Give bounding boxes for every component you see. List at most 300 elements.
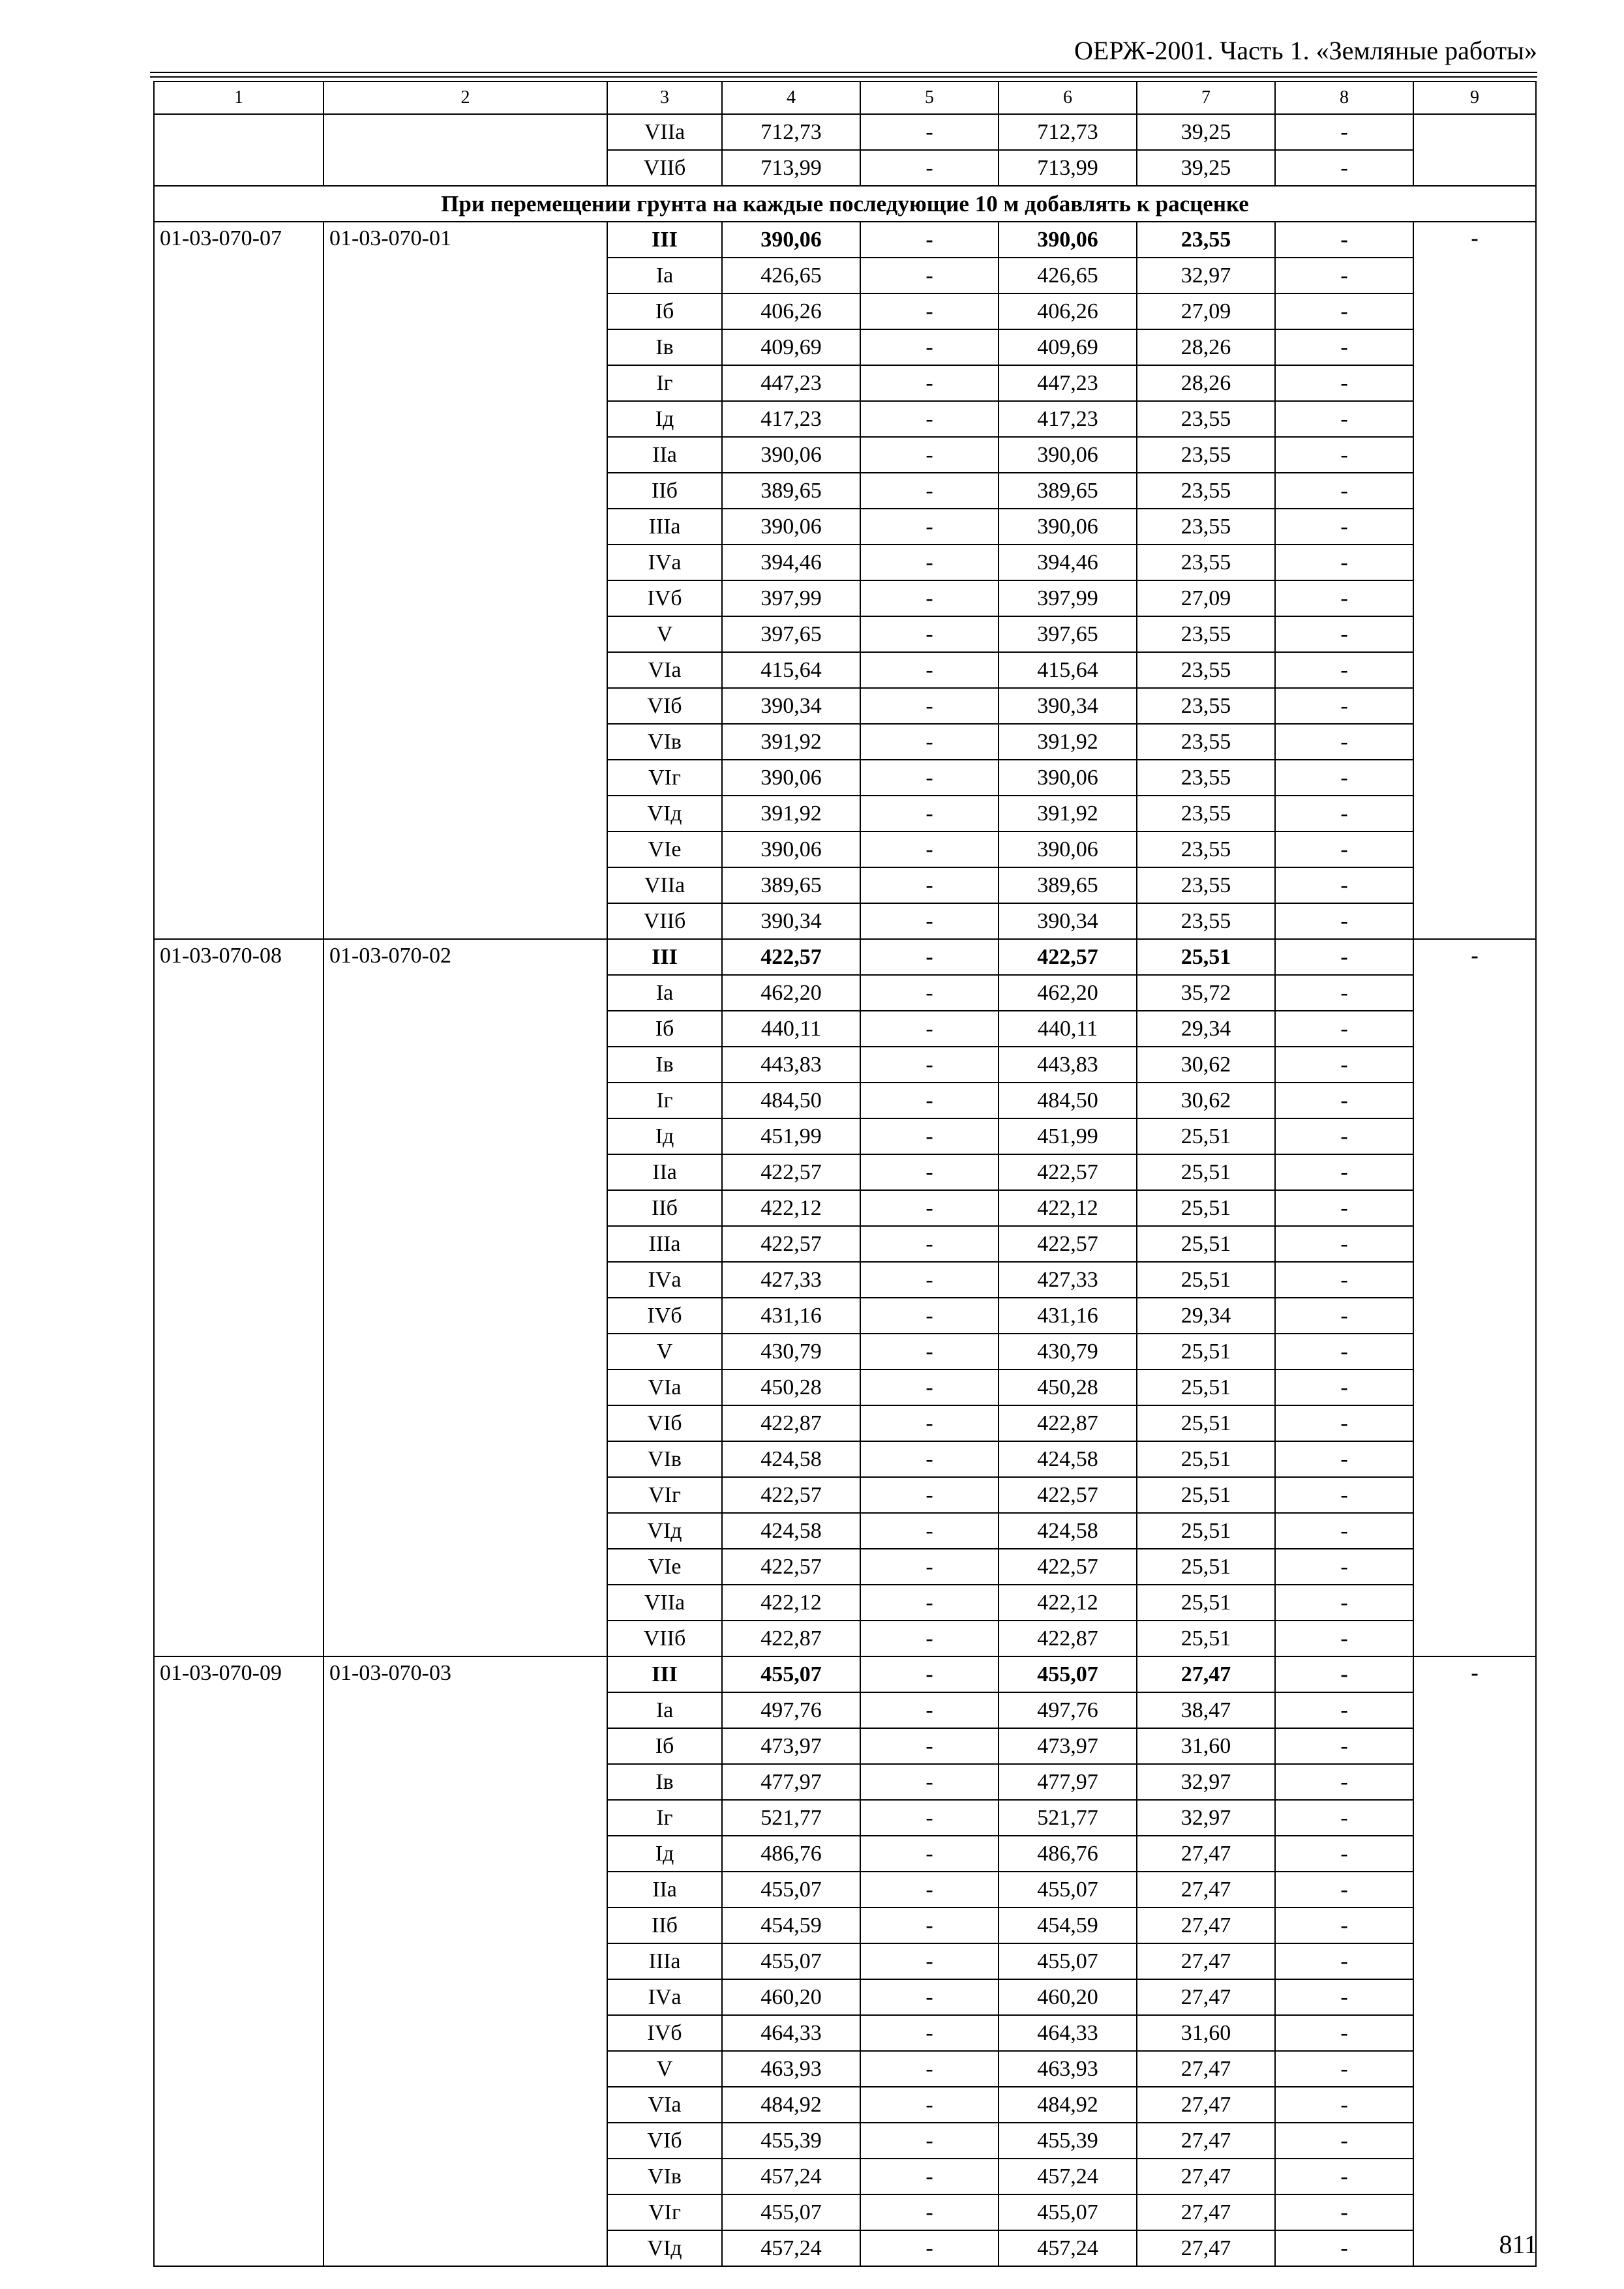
machinist-wage-cell: 23,55 <box>1137 724 1275 760</box>
labor-wage-cell: - <box>860 1083 999 1118</box>
machinist-wage-cell: 23,55 <box>1137 652 1275 688</box>
machinist-wage-cell: 38,47 <box>1137 1692 1275 1728</box>
soil-group-cell: VIб <box>607 688 722 724</box>
materials-cost-cell: - <box>1275 1836 1413 1872</box>
direct-cost-cell: 390,34 <box>722 688 860 724</box>
direct-cost-cell: 521,77 <box>722 1800 860 1836</box>
labor-wage-cell: - <box>860 580 999 616</box>
machine-cost-cell: 460,20 <box>999 1979 1137 2015</box>
direct-cost-cell: 713,99 <box>722 150 860 186</box>
direct-cost-cell: 450,28 <box>722 1369 860 1405</box>
direct-cost-cell: 397,99 <box>722 580 860 616</box>
machine-cost-cell: 455,07 <box>999 2194 1137 2230</box>
soil-group-cell: III <box>607 1656 722 1692</box>
direct-cost-cell: 417,23 <box>722 401 860 437</box>
soil-group-cell: Iв <box>607 329 722 365</box>
soil-group-cell: VIа <box>607 2087 722 2123</box>
soil-group-cell: IVб <box>607 2015 722 2051</box>
direct-cost-cell: 455,07 <box>722 2194 860 2230</box>
machinist-wage-cell: 29,34 <box>1137 1298 1275 1334</box>
soil-group-cell: IIа <box>607 1872 722 1908</box>
soil-group-cell: VIг <box>607 1477 722 1513</box>
machine-cost-cell: 422,57 <box>999 1477 1137 1513</box>
machinist-wage-cell: 27,47 <box>1137 1979 1275 2015</box>
table-row <box>154 114 1536 150</box>
extra-column-cell: - <box>1413 1656 1536 2266</box>
labor-wage-cell: - <box>860 1692 999 1728</box>
machine-cost-cell: 464,33 <box>999 2015 1137 2051</box>
direct-cost-cell: 455,07 <box>722 1872 860 1908</box>
materials-cost-cell: - <box>1275 222 1413 258</box>
soil-group-cell: Iб <box>607 1011 722 1047</box>
direct-cost-cell: 389,65 <box>722 473 860 509</box>
labor-wage-cell: - <box>860 1262 999 1298</box>
materials-cost-cell: - <box>1275 1011 1413 1047</box>
machinist-wage-cell: 31,60 <box>1137 2015 1275 2051</box>
table-row <box>154 1656 1536 1692</box>
machinist-wage-cell: 23,55 <box>1137 509 1275 545</box>
labor-wage-cell: - <box>860 867 999 903</box>
materials-cost-cell: - <box>1275 293 1413 329</box>
materials-cost-cell: - <box>1275 688 1413 724</box>
column-number: 6 <box>999 82 1137 114</box>
machinist-wage-cell: 23,55 <box>1137 760 1275 796</box>
column-number: 7 <box>1137 82 1275 114</box>
machine-cost-cell: 390,06 <box>999 222 1137 258</box>
materials-cost-cell: - <box>1275 401 1413 437</box>
soil-group-cell: VIа <box>607 1369 722 1405</box>
direct-cost-cell: 391,92 <box>722 724 860 760</box>
machine-cost-cell: 390,34 <box>999 903 1137 939</box>
soil-group-cell: Iг <box>607 365 722 401</box>
labor-wage-cell: - <box>860 796 999 831</box>
direct-cost-cell: 460,20 <box>722 1979 860 2015</box>
machine-cost-cell: 390,34 <box>999 688 1137 724</box>
rate-code-cell: 01-03-070-09 <box>154 1656 323 2266</box>
materials-cost-cell: - <box>1275 509 1413 545</box>
materials-cost-cell: - <box>1275 1047 1413 1083</box>
soil-group-cell: VIа <box>607 652 722 688</box>
machinist-wage-cell: 23,55 <box>1137 437 1275 473</box>
labor-wage-cell: - <box>860 1979 999 2015</box>
labor-wage-cell: - <box>860 1621 999 1656</box>
direct-cost-cell: 457,24 <box>722 2230 860 2266</box>
column-number: 8 <box>1275 82 1413 114</box>
machine-cost-cell: 406,26 <box>999 293 1137 329</box>
soil-group-cell: VIIб <box>607 903 722 939</box>
soil-group-cell: IVб <box>607 1298 722 1334</box>
labor-wage-cell: - <box>860 1226 999 1262</box>
direct-cost-cell: 443,83 <box>722 1047 860 1083</box>
labor-wage-cell: - <box>860 2015 999 2051</box>
materials-cost-cell: - <box>1275 796 1413 831</box>
direct-cost-cell: 424,58 <box>722 1441 860 1477</box>
machinist-wage-cell: 25,51 <box>1137 1334 1275 1369</box>
machine-cost-cell: 424,58 <box>999 1441 1137 1477</box>
soil-group-cell: Iа <box>607 258 722 293</box>
machine-cost-cell: 426,65 <box>999 258 1137 293</box>
machine-cost-cell: 422,87 <box>999 1405 1137 1441</box>
machine-cost-cell: 455,07 <box>999 1943 1137 1979</box>
machinist-wage-cell: 23,55 <box>1137 903 1275 939</box>
materials-cost-cell: - <box>1275 2230 1413 2266</box>
base-rate-code-cell: 01-03-070-03 <box>323 1656 607 2266</box>
labor-wage-cell: - <box>860 114 999 150</box>
direct-cost-cell: 389,65 <box>722 867 860 903</box>
machinist-wage-cell: 27,47 <box>1137 1943 1275 1979</box>
machinist-wage-cell: 25,51 <box>1137 1585 1275 1621</box>
machinist-wage-cell: 25,51 <box>1137 1405 1275 1441</box>
note-row <box>154 186 1536 222</box>
labor-wage-cell: - <box>860 975 999 1011</box>
materials-cost-cell: - <box>1275 473 1413 509</box>
direct-cost-cell: 497,76 <box>722 1692 860 1728</box>
machine-cost-cell: 484,92 <box>999 2087 1137 2123</box>
labor-wage-cell: - <box>860 1154 999 1190</box>
materials-cost-cell: - <box>1275 831 1413 867</box>
direct-cost-cell: 390,06 <box>722 222 860 258</box>
header-rule <box>150 76 1537 78</box>
soil-group-cell: VIг <box>607 2194 722 2230</box>
column-number: 1 <box>154 82 323 114</box>
machinist-wage-cell: 28,26 <box>1137 329 1275 365</box>
section-note: При перемещении грунта на каждые последующие 10 м добавлять к расценке <box>154 186 1536 222</box>
direct-cost-cell: 426,65 <box>722 258 860 293</box>
machinist-wage-cell: 32,97 <box>1137 258 1275 293</box>
machine-cost-cell: 450,28 <box>999 1369 1137 1405</box>
soil-group-cell: III <box>607 939 722 975</box>
materials-cost-cell: - <box>1275 1226 1413 1262</box>
direct-cost-cell: 430,79 <box>722 1334 860 1369</box>
machine-cost-cell: 422,57 <box>999 1549 1137 1585</box>
machine-cost-cell: 422,12 <box>999 1585 1137 1621</box>
machinist-wage-cell: 25,51 <box>1137 1190 1275 1226</box>
machine-cost-cell: 455,07 <box>999 1872 1137 1908</box>
direct-cost-cell: 390,06 <box>722 831 860 867</box>
direct-cost-cell: 431,16 <box>722 1298 860 1334</box>
machine-cost-cell: 713,99 <box>999 150 1137 186</box>
soil-group-cell: IVб <box>607 580 722 616</box>
extra-column-cell: - <box>1413 222 1536 939</box>
machine-cost-cell: 455,39 <box>999 2123 1137 2159</box>
soil-group-cell: Iд <box>607 1118 722 1154</box>
machine-cost-cell: 391,92 <box>999 796 1137 831</box>
machinist-wage-cell: 25,51 <box>1137 1549 1275 1585</box>
labor-wage-cell: - <box>860 1118 999 1154</box>
machinist-wage-cell: 27,47 <box>1137 2087 1275 2123</box>
labor-wage-cell: - <box>860 2230 999 2266</box>
machinist-wage-cell: 23,55 <box>1137 616 1275 652</box>
machinist-wage-cell: 23,55 <box>1137 222 1275 258</box>
direct-cost-cell: 397,65 <box>722 616 860 652</box>
materials-cost-cell: - <box>1275 2123 1413 2159</box>
machine-cost-cell: 391,92 <box>999 724 1137 760</box>
machinist-wage-cell: 27,47 <box>1137 1872 1275 1908</box>
labor-wage-cell: - <box>860 293 999 329</box>
labor-wage-cell: - <box>860 473 999 509</box>
machine-cost-cell: 451,99 <box>999 1118 1137 1154</box>
machine-cost-cell: 486,76 <box>999 1836 1137 1872</box>
materials-cost-cell: - <box>1275 867 1413 903</box>
materials-cost-cell: - <box>1275 150 1413 186</box>
direct-cost-cell: 422,57 <box>722 1477 860 1513</box>
direct-cost-cell: 427,33 <box>722 1262 860 1298</box>
machine-cost-cell: 390,06 <box>999 437 1137 473</box>
machine-cost-cell: 390,06 <box>999 760 1137 796</box>
labor-wage-cell: - <box>860 1190 999 1226</box>
direct-cost-cell: 390,06 <box>722 509 860 545</box>
machinist-wage-cell: 25,51 <box>1137 939 1275 975</box>
direct-cost-cell: 390,06 <box>722 760 860 796</box>
machine-cost-cell: 389,65 <box>999 473 1137 509</box>
machinist-wage-cell: 25,51 <box>1137 1262 1275 1298</box>
page-number: 811 <box>1499 2230 1537 2259</box>
soil-group-cell: IIб <box>607 1908 722 1943</box>
soil-group-cell: Iа <box>607 1692 722 1728</box>
machine-cost-cell: 394,46 <box>999 545 1137 580</box>
extra-column-cell <box>1413 114 1536 186</box>
direct-cost-cell: 712,73 <box>722 114 860 150</box>
direct-cost-cell: 409,69 <box>722 329 860 365</box>
soil-group-cell: VIе <box>607 831 722 867</box>
direct-cost-cell: 464,33 <box>722 2015 860 2051</box>
table-row <box>154 222 1536 258</box>
labor-wage-cell: - <box>860 509 999 545</box>
direct-cost-cell: 390,34 <box>722 903 860 939</box>
direct-cost-cell: 484,50 <box>722 1083 860 1118</box>
soil-group-cell: IIIа <box>607 1226 722 1262</box>
machinist-wage-cell: 25,51 <box>1137 1118 1275 1154</box>
machine-cost-cell: 422,57 <box>999 939 1137 975</box>
machine-cost-cell: 477,97 <box>999 1764 1137 1800</box>
materials-cost-cell: - <box>1275 2159 1413 2194</box>
labor-wage-cell: - <box>860 903 999 939</box>
soil-group-cell: IVа <box>607 1979 722 2015</box>
soil-group-cell: IIб <box>607 1190 722 1226</box>
labor-wage-cell: - <box>860 616 999 652</box>
direct-cost-cell: 422,57 <box>722 939 860 975</box>
labor-wage-cell: - <box>860 1369 999 1405</box>
direct-cost-cell: 473,97 <box>722 1728 860 1764</box>
soil-group-cell: VIг <box>607 760 722 796</box>
machine-cost-cell: 397,65 <box>999 616 1137 652</box>
header-rule <box>150 72 1537 73</box>
machine-cost-cell: 390,06 <box>999 509 1137 545</box>
labor-wage-cell: - <box>860 222 999 258</box>
labor-wage-cell: - <box>860 1728 999 1764</box>
materials-cost-cell: - <box>1275 1908 1413 1943</box>
soil-group-cell: IVа <box>607 545 722 580</box>
materials-cost-cell: - <box>1275 1441 1413 1477</box>
labor-wage-cell: - <box>860 2123 999 2159</box>
machine-cost-cell: 440,11 <box>999 1011 1137 1047</box>
labor-wage-cell: - <box>860 2087 999 2123</box>
direct-cost-cell: 394,46 <box>722 545 860 580</box>
table-row <box>154 939 1536 975</box>
labor-wage-cell: - <box>860 1549 999 1585</box>
direct-cost-cell: 484,92 <box>722 2087 860 2123</box>
labor-wage-cell: - <box>860 1513 999 1549</box>
materials-cost-cell: - <box>1275 1513 1413 1549</box>
machinist-wage-cell: 27,47 <box>1137 2123 1275 2159</box>
materials-cost-cell: - <box>1275 580 1413 616</box>
labor-wage-cell: - <box>860 1405 999 1441</box>
labor-wage-cell: - <box>860 2051 999 2087</box>
materials-cost-cell: - <box>1275 903 1413 939</box>
soil-group-cell: IIа <box>607 1154 722 1190</box>
machine-cost-cell: 422,12 <box>999 1190 1137 1226</box>
materials-cost-cell: - <box>1275 2194 1413 2230</box>
soil-group-cell: Iб <box>607 293 722 329</box>
labor-wage-cell: - <box>860 1477 999 1513</box>
column-number: 9 <box>1413 82 1536 114</box>
labor-wage-cell: - <box>860 1836 999 1872</box>
rate-code-cell: 01-03-070-08 <box>154 939 323 1656</box>
machinist-wage-cell: 25,51 <box>1137 1513 1275 1549</box>
machinist-wage-cell: 23,55 <box>1137 867 1275 903</box>
soil-group-cell: IIа <box>607 437 722 473</box>
column-number: 2 <box>323 82 607 114</box>
labor-wage-cell: - <box>860 1441 999 1477</box>
materials-cost-cell: - <box>1275 114 1413 150</box>
machine-cost-cell: 389,65 <box>999 867 1137 903</box>
direct-cost-cell: 486,76 <box>722 1836 860 1872</box>
soil-group-cell: Iг <box>607 1083 722 1118</box>
soil-group-cell: Iв <box>607 1047 722 1083</box>
soil-group-cell: Iд <box>607 1836 722 1872</box>
machine-cost-cell: 397,99 <box>999 580 1137 616</box>
labor-wage-cell: - <box>860 401 999 437</box>
materials-cost-cell: - <box>1275 329 1413 365</box>
materials-cost-cell: - <box>1275 939 1413 975</box>
machinist-wage-cell: 27,47 <box>1137 2159 1275 2194</box>
machine-cost-cell: 422,87 <box>999 1621 1137 1656</box>
direct-cost-cell: 457,24 <box>722 2159 860 2194</box>
soil-group-cell: VIIа <box>607 867 722 903</box>
direct-cost-cell: 422,57 <box>722 1549 860 1585</box>
labor-wage-cell: - <box>860 652 999 688</box>
machinist-wage-cell: 27,47 <box>1137 1836 1275 1872</box>
soil-group-cell: VIIа <box>607 114 722 150</box>
labor-wage-cell: - <box>860 760 999 796</box>
soil-group-cell: Iв <box>607 1764 722 1800</box>
machine-cost-cell: 409,69 <box>999 329 1137 365</box>
soil-group-cell: VIв <box>607 2159 722 2194</box>
materials-cost-cell: - <box>1275 437 1413 473</box>
machine-cost-cell: 484,50 <box>999 1083 1137 1118</box>
machine-cost-cell: 712,73 <box>999 114 1137 150</box>
machine-cost-cell: 473,97 <box>999 1728 1137 1764</box>
materials-cost-cell: - <box>1275 1800 1413 1836</box>
soil-group-cell: VIб <box>607 1405 722 1441</box>
machine-cost-cell: 430,79 <box>999 1334 1137 1369</box>
materials-cost-cell: - <box>1275 365 1413 401</box>
soil-group-cell: Iа <box>607 975 722 1011</box>
labor-wage-cell: - <box>860 150 999 186</box>
materials-cost-cell: - <box>1275 1405 1413 1441</box>
direct-cost-cell: 422,57 <box>722 1154 860 1190</box>
direct-cost-cell: 455,07 <box>722 1943 860 1979</box>
labor-wage-cell: - <box>860 688 999 724</box>
soil-group-cell: IIIа <box>607 1943 722 1979</box>
machine-cost-cell: 447,23 <box>999 365 1137 401</box>
soil-group-cell: VIе <box>607 1549 722 1585</box>
machinist-wage-cell: 30,62 <box>1137 1083 1275 1118</box>
machine-cost-cell: 422,57 <box>999 1154 1137 1190</box>
machinist-wage-cell: 29,34 <box>1137 1011 1275 1047</box>
materials-cost-cell: - <box>1275 1369 1413 1405</box>
materials-cost-cell: - <box>1275 1118 1413 1154</box>
soil-group-cell: VIв <box>607 1441 722 1477</box>
code-cell <box>154 114 323 186</box>
materials-cost-cell: - <box>1275 1656 1413 1692</box>
labor-wage-cell: - <box>860 2159 999 2194</box>
machinist-wage-cell: 27,47 <box>1137 2194 1275 2230</box>
machinist-wage-cell: 23,55 <box>1137 796 1275 831</box>
direct-cost-cell: 455,07 <box>722 1656 860 1692</box>
labor-wage-cell: - <box>860 1334 999 1369</box>
direct-cost-cell: 462,20 <box>722 975 860 1011</box>
machinist-wage-cell: 39,25 <box>1137 150 1275 186</box>
materials-cost-cell: - <box>1275 1585 1413 1621</box>
direct-cost-cell: 391,92 <box>722 796 860 831</box>
column-number: 4 <box>722 82 860 114</box>
labor-wage-cell: - <box>860 1585 999 1621</box>
soil-group-cell: IVа <box>607 1262 722 1298</box>
soil-group-cell: IIIа <box>607 509 722 545</box>
extra-column-cell: - <box>1413 939 1536 1656</box>
machinist-wage-cell: 25,51 <box>1137 1621 1275 1656</box>
base-rate-code-cell: 01-03-070-02 <box>323 939 607 1656</box>
soil-group-cell: VIд <box>607 796 722 831</box>
soil-group-cell: Iд <box>607 401 722 437</box>
machine-cost-cell: 422,57 <box>999 1226 1137 1262</box>
machinist-wage-cell: 23,55 <box>1137 545 1275 580</box>
materials-cost-cell: - <box>1275 1621 1413 1656</box>
machine-cost-cell: 427,33 <box>999 1262 1137 1298</box>
machine-cost-cell: 521,77 <box>999 1800 1137 1836</box>
machinist-wage-cell: 27,47 <box>1137 2051 1275 2087</box>
machine-cost-cell: 415,64 <box>999 652 1137 688</box>
direct-cost-cell: 455,39 <box>722 2123 860 2159</box>
labor-wage-cell: - <box>860 831 999 867</box>
machine-cost-cell: 463,93 <box>999 2051 1137 2087</box>
machinist-wage-cell: 25,51 <box>1137 1477 1275 1513</box>
materials-cost-cell: - <box>1275 1692 1413 1728</box>
machine-cost-cell: 455,07 <box>999 1656 1137 1692</box>
labor-wage-cell: - <box>860 329 999 365</box>
materials-cost-cell: - <box>1275 2015 1413 2051</box>
machine-cost-cell: 417,23 <box>999 401 1137 437</box>
direct-cost-cell: 447,23 <box>722 365 860 401</box>
soil-group-cell: VIIб <box>607 150 722 186</box>
soil-group-cell: Iг <box>607 1800 722 1836</box>
base-rate-code-cell: 01-03-070-01 <box>323 222 607 939</box>
direct-cost-cell: 415,64 <box>722 652 860 688</box>
materials-cost-cell: - <box>1275 1083 1413 1118</box>
materials-cost-cell: - <box>1275 760 1413 796</box>
direct-cost-cell: 422,87 <box>722 1621 860 1656</box>
machine-cost-cell: 431,16 <box>999 1298 1137 1334</box>
soil-group-cell: VIб <box>607 2123 722 2159</box>
labor-wage-cell: - <box>860 1011 999 1047</box>
materials-cost-cell: - <box>1275 1477 1413 1513</box>
machine-cost-cell: 457,24 <box>999 2159 1137 2194</box>
rates-table-body <box>154 82 1536 2266</box>
machine-cost-cell: 457,24 <box>999 2230 1137 2266</box>
direct-cost-cell: 422,87 <box>722 1405 860 1441</box>
materials-cost-cell: - <box>1275 1728 1413 1764</box>
